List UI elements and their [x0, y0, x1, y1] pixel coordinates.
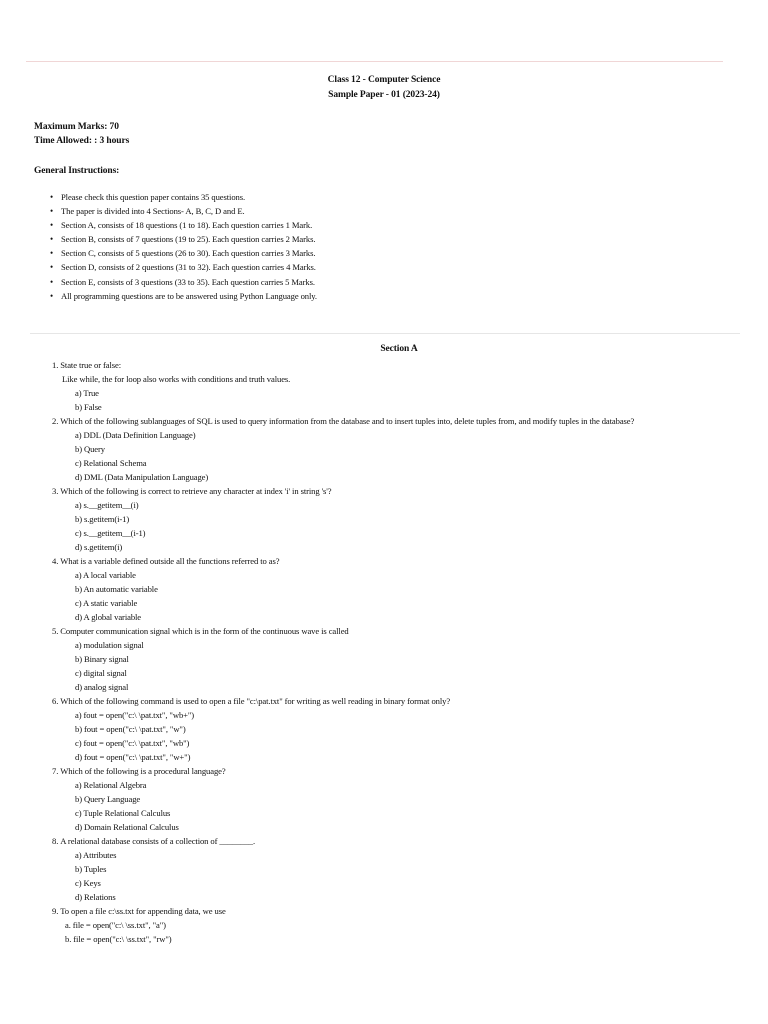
section-a-questions	[52, 358, 712, 946]
question-statement: Like while, the for loop also works with conditions and truth values.	[62, 374, 291, 384]
question-4	[52, 554, 712, 624]
question-number: 9.	[52, 906, 59, 916]
option: b. file = open("c:\ \ss.txt", "rw")	[65, 934, 172, 944]
question-number: 1.	[52, 360, 59, 370]
option: c) Tuple Relational Calculus	[75, 808, 171, 818]
paper-meta	[34, 120, 129, 148]
instruction-item: • Section D, consists of 2 questions (31 to 32). Each question carries 4 Marks.	[50, 260, 317, 274]
option: d) fout = open("c:\ \pat.txt", "w+")	[75, 752, 191, 762]
option: a) modulation signal	[75, 640, 144, 650]
top-divider	[26, 61, 723, 62]
question-stem: A relational database consists of a collection of ________.	[60, 836, 256, 846]
question-7	[52, 764, 712, 834]
question-number: 7.	[52, 766, 59, 776]
option: a) s.__getitem__(i)	[75, 500, 139, 510]
instruction-item: • Section E, consists of 3 questions (33 to 35). Each question carries 5 Marks.	[50, 275, 317, 289]
instruction-item: • The paper is divided into 4 Sections- A, B, C, D and E.	[50, 204, 317, 218]
option: d) Domain Relational Calculus	[75, 822, 179, 832]
question-5	[52, 624, 712, 694]
option: c) A static variable	[75, 598, 138, 608]
option: d) Relations	[75, 892, 116, 902]
question-2	[52, 414, 712, 484]
option: b) False	[75, 402, 102, 412]
option: c) fout = open("c:\ \pat.txt", "wb")	[75, 738, 190, 748]
question-number: 3.	[52, 486, 59, 496]
question-stem: Which of the following is correct to retrieve any character at index 'i' in string 's'?	[60, 486, 332, 496]
question-number: 8.	[52, 836, 59, 846]
question-stem: What is a variable defined outside all the functions referred to as?	[60, 556, 280, 566]
option: c) Keys	[75, 878, 101, 888]
instructions-list	[50, 190, 317, 303]
option: b) Binary signal	[75, 654, 129, 664]
instruction-item: • Section A, consists of 18 questions (1 to 18). Each question carries 1 Mark.	[50, 218, 317, 232]
question-9	[52, 904, 712, 946]
instruction-item: • All programming questions are to be answered using Python Language only.	[50, 289, 317, 303]
instructions-title: General Instructions:	[34, 166, 120, 176]
option: c) s.__getitem__(i-1)	[75, 528, 146, 538]
option: b) Query Language	[75, 794, 141, 804]
option: d) A global variable	[75, 612, 142, 622]
option: a. file = open("c:\ \ss.txt", "a")	[65, 920, 166, 930]
option: b) fout = open("c:\ \pat.txt", "w")	[75, 724, 186, 734]
option: d) DML (Data Manipulation Language)	[75, 472, 209, 482]
question-number: 5.	[52, 626, 59, 636]
question-6	[52, 694, 712, 764]
option: c) digital signal	[75, 668, 127, 678]
option: b) Tuples	[75, 864, 107, 874]
question-number: 6.	[52, 696, 59, 706]
question-number: 4.	[52, 556, 59, 566]
instruction-item: • Section C, consists of 5 questions (26 to 30). Each question carries 3 Marks.	[50, 246, 317, 260]
paper-subtitle: Sample Paper - 01 (2023-24)	[328, 90, 440, 100]
question-stem: Which of the following is a procedural language?	[60, 766, 226, 776]
option: a) DDL (Data Definition Language)	[75, 430, 196, 440]
option: b) An automatic variable	[75, 584, 158, 594]
instruction-item: • Please check this question paper contains 35 questions.	[50, 190, 317, 204]
option: a) Relational Algebra	[75, 780, 147, 790]
question-stem: Which of the following sublanguages of SQL is used to query information from the database and to insert tuples into, delete tuples from, and modify tuples in the database?	[60, 416, 635, 426]
question-stem: To open a file c:\ss.txt for appending data, we use	[60, 906, 226, 916]
max-marks: Maximum Marks: 70	[34, 122, 119, 132]
question-stem: Which of the following command is used to open a file "c:\pat.txt" for writing as well reading in binary format only?	[60, 696, 451, 706]
question-3	[52, 484, 712, 554]
time-allowed: Time Allowed: : 3 hours	[34, 136, 130, 146]
option: c) Relational Schema	[75, 458, 147, 468]
option: d) analog signal	[75, 682, 129, 692]
option: b) Query	[75, 444, 105, 454]
question-1	[52, 358, 712, 414]
question-number: 2.	[52, 416, 59, 426]
question-stem: State true or false:	[60, 360, 122, 370]
instruction-item: • Section B, consists of 7 questions (19 to 25). Each question carries 2 Marks.	[50, 232, 317, 246]
option: a) fout = open("c:\ \pat.txt", "wb+")	[75, 710, 195, 720]
question-8	[52, 834, 712, 904]
paper-title: Class 12 - Computer Science	[327, 75, 441, 85]
option: a) True	[75, 388, 99, 398]
paper-header	[0, 73, 768, 103]
section-divider	[30, 333, 740, 334]
option: a) A local variable	[75, 570, 136, 580]
section-a-title: Section A	[380, 344, 418, 354]
option: a) Attributes	[75, 850, 117, 860]
question-stem: Computer communication signal which is in the form of the continuous wave is called	[60, 626, 349, 636]
option: d) s.getitem(i)	[75, 542, 123, 552]
option: b) s.getitem(i-1)	[75, 514, 130, 524]
